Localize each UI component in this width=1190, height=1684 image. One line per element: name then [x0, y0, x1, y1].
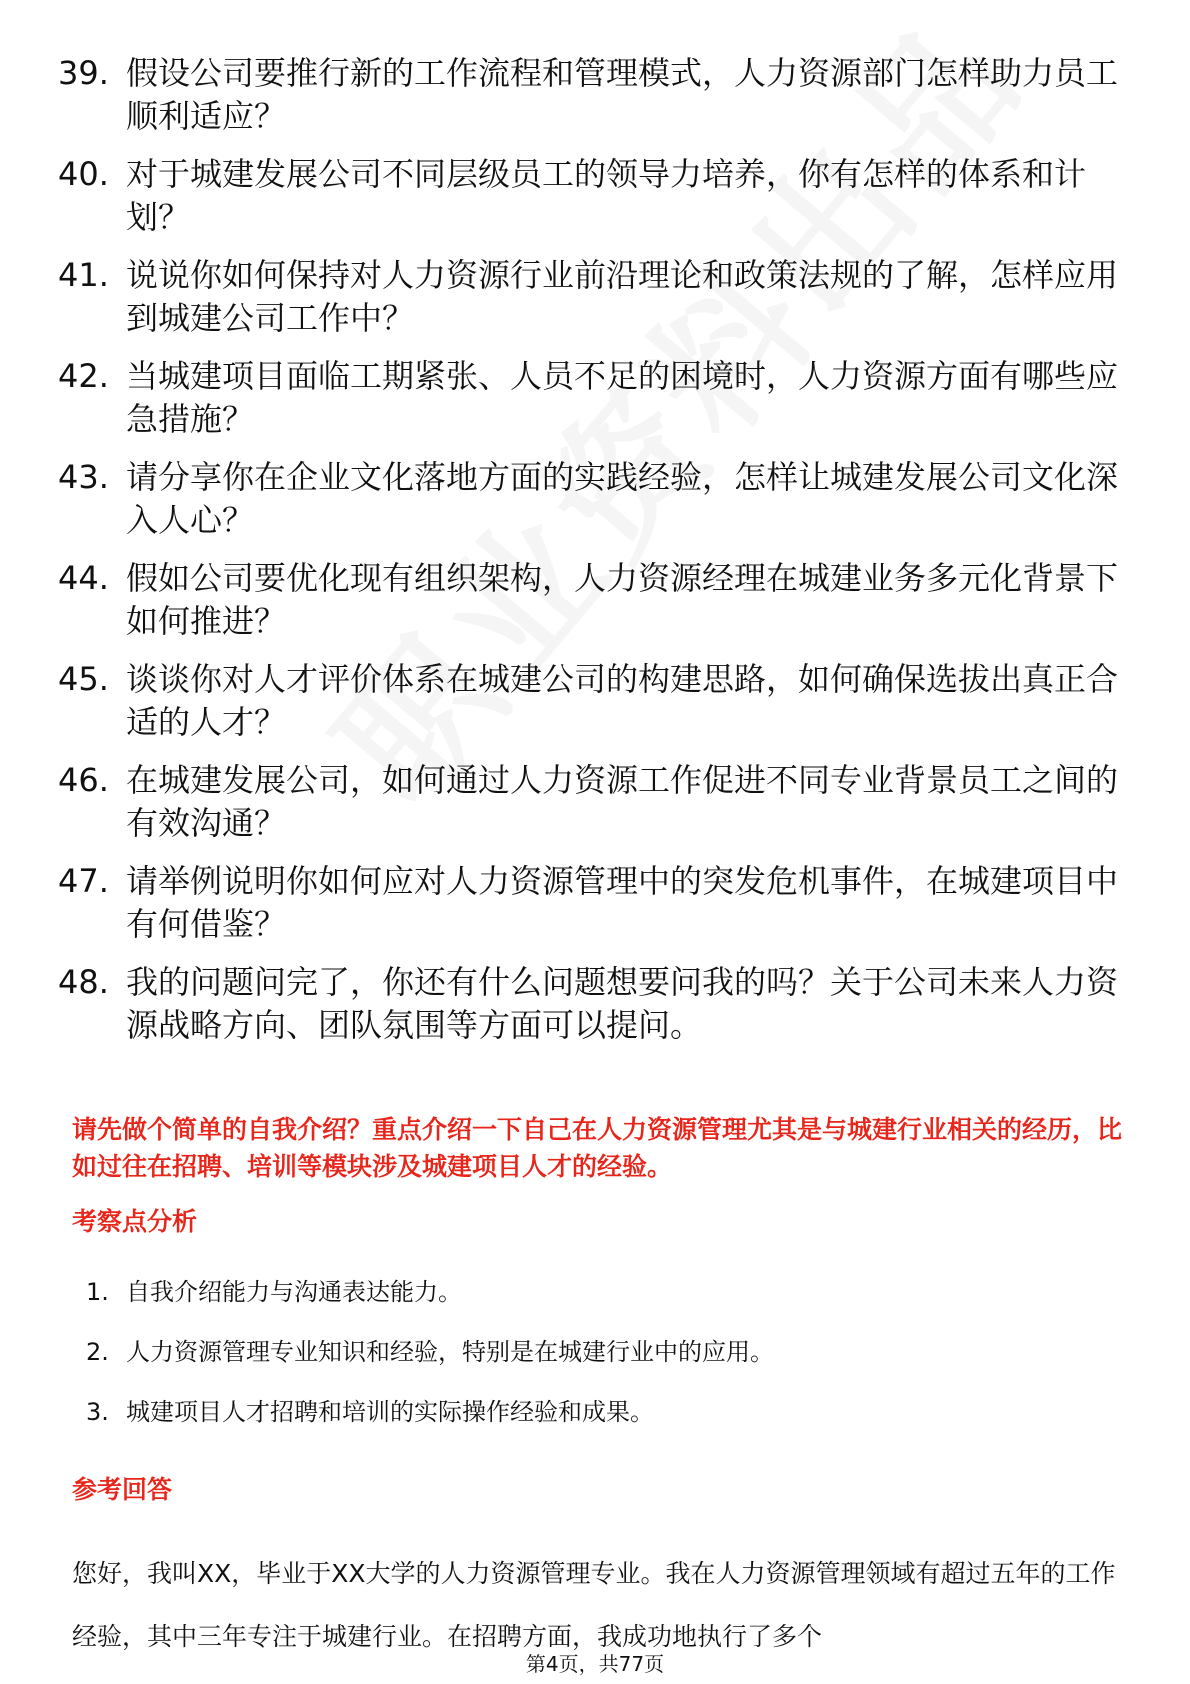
question-item — [58, 52, 1118, 138]
question-number: 44. — [58, 559, 109, 597]
question-number: 40. — [58, 155, 109, 193]
question-item — [58, 658, 1118, 744]
analysis-text: 城建项目人才招聘和培训的实际操作经验和成果。 — [126, 1398, 654, 1426]
answer-paragraph: 您好，我叫XX，毕业于XX大学的人力资源管理专业。我在人力资源管理领域有超过五年的工作经验，其中三年专注于城建行业。在招聘方面，我成功地执行了多个 — [72, 1559, 1116, 1651]
question-text: 在城建发展公司，如何通过人力资源工作促进不同专业背景员工之间的有效沟通？ — [126, 761, 1119, 842]
page-number: 第4页，共77页 — [0, 1651, 1190, 1677]
analysis-number: 1. — [86, 1278, 109, 1306]
analysis-text: 自我介绍能力与沟通表达能力。 — [126, 1278, 462, 1306]
question-number: 39. — [58, 54, 109, 92]
question-item — [58, 153, 1118, 239]
question-text: 我的问题问完了，你还有什么问题想要问我的吗？关于公司未来人力资源战略方向、团队氛围等方面可以提问。 — [126, 963, 1119, 1044]
analysis-number: 3. — [86, 1398, 109, 1426]
question-item — [58, 860, 1118, 946]
analysis-item — [86, 1275, 1086, 1309]
analysis-list — [86, 1275, 1086, 1455]
question-number: 42. — [58, 357, 109, 395]
question-number: 41. — [58, 256, 109, 294]
question-number: 47. — [58, 862, 109, 900]
question-item — [58, 759, 1118, 845]
question-text: 假设公司要推行新的工作流程和管理模式，人力资源部门怎样助力员工顺利适应？ — [126, 54, 1119, 135]
question-item — [58, 961, 1118, 1047]
question-text: 说说你如何保持对人力资源行业前沿理论和政策法规的了解，怎样应用到城建公司工作中？ — [126, 256, 1119, 337]
question-text: 当城建项目面临工期紧张、人员不足的困境时，人力资源方面有哪些应急措施？ — [126, 357, 1119, 438]
answer-heading: 参考回答 — [72, 1475, 173, 1504]
question-item — [58, 254, 1118, 340]
question-item — [58, 355, 1118, 441]
question-text: 对于城建发展公司不同层级员工的领导力培养，你有怎样的体系和计划？ — [126, 155, 1087, 236]
question-number: 46. — [58, 761, 109, 799]
analysis-heading: 考察点分析 — [72, 1207, 198, 1236]
question-text: 假如公司要优化现有组织架构，人力资源经理在城建业务多元化背景下如何推进？ — [126, 559, 1119, 640]
question-text: 谈谈你对人才评价体系在城建公司的构建思路，如何确保选拔出真正合适的人才？ — [126, 660, 1119, 741]
analysis-number: 2. — [86, 1338, 109, 1366]
question-number: 48. — [58, 963, 109, 1001]
interview-question-heading: 请先做个简单的自我介绍？重点介绍一下自己在人力资源管理尤其是与城建行业相关的经历，比如过往在招聘、培训等模块涉及城建项目人才的经验。 — [72, 1115, 1123, 1181]
question-number: 43. — [58, 458, 109, 496]
question-number: 45. — [58, 660, 109, 698]
question-list — [58, 52, 1118, 1062]
question-text: 请举例说明你如何应对人力资源管理中的突发危机事件，在城建项目中有何借鉴？ — [126, 862, 1119, 943]
analysis-item — [86, 1335, 1086, 1369]
analysis-item — [86, 1395, 1086, 1429]
question-item — [58, 557, 1118, 643]
analysis-text: 人力资源管理专业知识和经验，特别是在城建行业中的应用。 — [126, 1338, 774, 1366]
question-item — [58, 456, 1118, 542]
question-text: 请分享你在企业文化落地方面的实践经验，怎样让城建发展公司文化深入人心？ — [126, 458, 1119, 539]
